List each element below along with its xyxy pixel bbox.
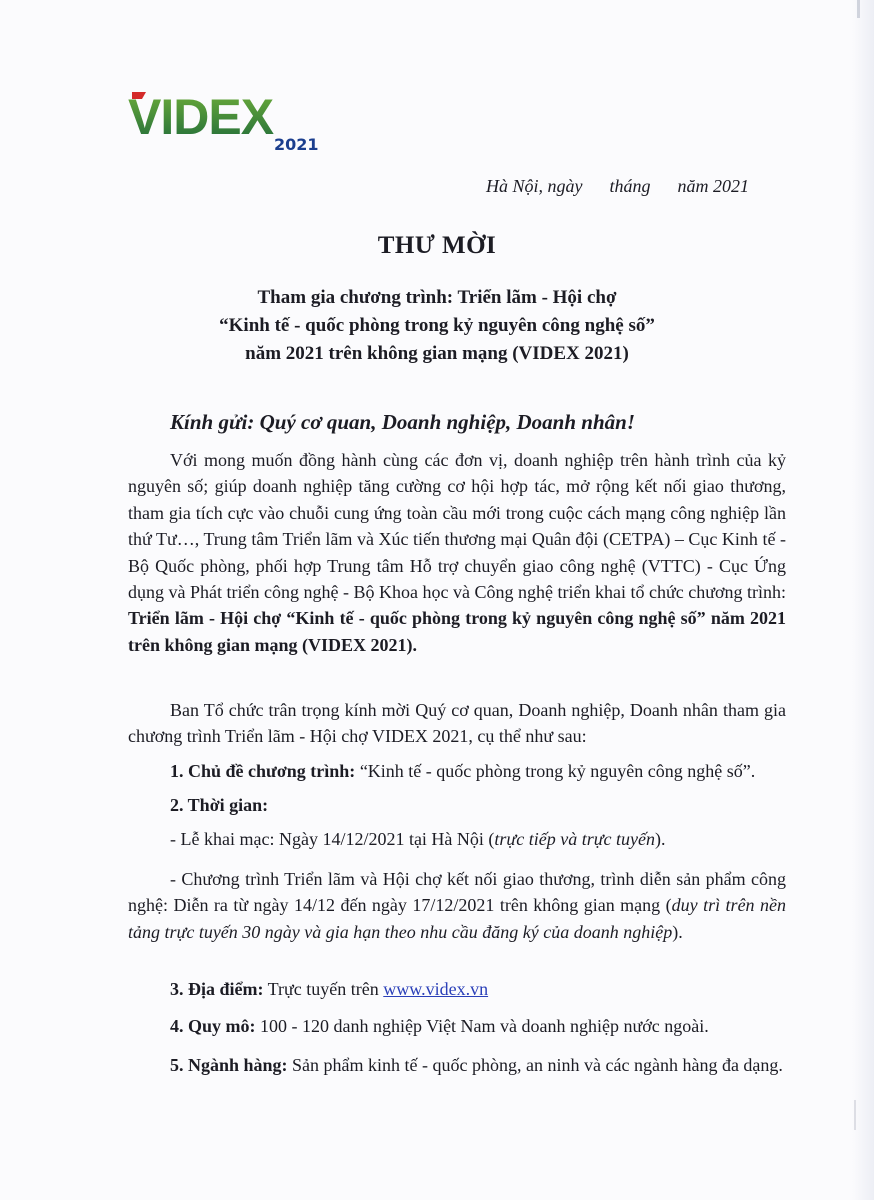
videx-logo (128, 86, 338, 152)
subtitle-line-3: năm 2021 trên không gian mạng (VIDEX 2021) (245, 343, 629, 364)
intro-paragraph (128, 447, 786, 658)
item-opening-text: - Lễ khai mạc: Ngày 14/12/2021 tại Hà Nội ( (170, 829, 495, 849)
item-sector (128, 1052, 786, 1078)
item-time-label: 2. Thời gian: (170, 795, 269, 815)
scan-edge (852, 0, 874, 1200)
videx-logo-image (128, 86, 338, 152)
invite-text: Ban Tổ chức trân trọng kính mời Quý cơ quan, Doanh nghiệp, Doanh nhân tham gia chương trình Triển lãm - Hội chợ VIDEX 2021, cụ thể như sau: (128, 700, 786, 747)
invite-paragraph (128, 697, 786, 750)
item-venue (170, 979, 786, 1000)
subtitle-line-1: Tham gia chương trình: Triển lãm - Hội chợ (257, 287, 617, 308)
item-venue-text: Trực tuyến trên (263, 979, 384, 999)
date-line: Hà Nội, ngày tháng năm 2021 (486, 176, 749, 196)
logo-brand-text: VIDEX (128, 89, 274, 145)
item-program-text: - Chương trình Triển lãm và Hội chợ kết nối giao thương, trình diễn sản phẩm công nghệ: Diễn ra từ ngày 14/12 đến ngày 17/12/2021 trên không gian mạng ( (128, 869, 786, 916)
item-sector-label: 5. Ngành hàng: (170, 1055, 288, 1075)
item-theme-value: “Kinh tế - quốc phòng trong kỷ nguyên công nghệ số”. (355, 761, 756, 781)
subtitle-line-2: “Kinh tế - quốc phòng trong kỷ nguyên công nghệ số” (219, 315, 655, 336)
letter-title: THƯ MỜI (377, 232, 497, 259)
scan-mark (854, 1100, 856, 1130)
item-venue-label: 3. Địa điểm: (170, 979, 264, 999)
item-opening (170, 829, 786, 850)
salutation: Kính gửi: Quý cơ quan, Doanh nghiệp, Doanh nhân! (170, 410, 635, 434)
item-time (170, 795, 786, 816)
intro-text: Với mong muốn đồng hành cùng các đơn vị, doanh nghiệp trên hành trình của kỷ nguyên số; giúp doanh nghiệp tăng cường cơ hội hợp tác, mở rộng kết nối giao thương, tham gia tích cực vào chuỗi cung ứng toàn cầu mới trong cuộc cách mạng công nghiệp lần thứ Tư…, Trung tâm Triển lãm và Xúc tiến thương mại Quân đội (CETPA) – Cục Kinh tế - Bộ Quốc phòng, phối hợp Trung tâm Hỗ trợ chuyển giao công nghệ (VTTC) - Cục Ứng dụng và Phát triển công nghệ - Bộ Khoa học và Công nghệ triển khai tổ chức chương trình: (128, 450, 786, 603)
item-theme (170, 761, 786, 782)
item-program-italic: duy trì trên nền tảng trực tuyến 30 ngày và gia hạn theo nhu cầu đăng ký của doanh nghiệp (128, 895, 787, 942)
scan-mark (857, 0, 860, 18)
intro-bold-text: Triển lãm - Hội chợ “Kinh tế - quốc phòng trong kỷ nguyên công nghệ số” năm 2021 trên không gian mạng (VIDEX 2021). (128, 608, 786, 655)
item-scale-value: 100 - 120 danh nghiệp Việt Nam và doanh nghiệp nước ngoài. (255, 1016, 709, 1036)
videx-website-link[interactable]: www.videx.vn (383, 979, 489, 999)
item-opening-end: ). (655, 829, 666, 849)
item-opening-italic: trực tiếp và trực tuyến (494, 829, 656, 849)
logo-year-text: 2021 (274, 135, 319, 152)
item-program-end: ). (672, 921, 683, 942)
item-scale-label: 4. Quy mô: (170, 1016, 256, 1036)
item-program (128, 866, 786, 945)
item-sector-value: Sản phẩm kinh tế - quốc phòng, an ninh và các ngành hàng đa dạng. (287, 1055, 783, 1075)
item-theme-label: 1. Chủ đề chương trình: (170, 761, 356, 781)
item-scale (170, 1016, 786, 1037)
